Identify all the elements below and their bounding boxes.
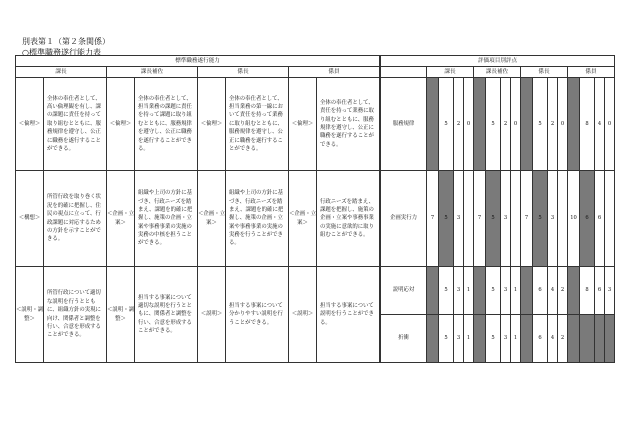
eval-item-label: 折衝 xyxy=(381,315,427,363)
eval-column-kakariin: 係員 xyxy=(568,67,615,78)
score-value: 5 xyxy=(486,171,501,267)
score-value: 0 xyxy=(464,78,474,171)
score-value: 5 xyxy=(439,267,454,315)
capability-header: 標準職務遂行能力 xyxy=(16,56,380,67)
score-bar xyxy=(427,267,439,315)
score-value: 1 xyxy=(464,267,474,315)
eval-item-label: 企画実行力 xyxy=(381,171,427,267)
score-value: 7 xyxy=(427,171,439,267)
cell-text: 担当する事案について分かりやすい説明を行うことができる。 xyxy=(226,267,289,363)
score-value: 4 xyxy=(595,78,605,171)
capability-table xyxy=(15,55,380,363)
score-value: 3 xyxy=(501,267,511,315)
score-value: 3 xyxy=(454,315,464,363)
score-bar xyxy=(521,78,533,171)
score-value: 1 xyxy=(511,267,521,315)
column-header-kakaricho: 係長 xyxy=(198,67,289,78)
score-value: 5 xyxy=(486,78,501,171)
score-bar xyxy=(474,267,486,315)
score-value: 6 xyxy=(595,171,605,267)
score-value: 8 xyxy=(580,78,595,171)
row-planning xyxy=(16,171,380,267)
cell-text: 組織や上司の方針に基づき、行政ニーズを踏まえ、課題を的確に把握し、施策の企画・立案や事務事業の実施の実務を行うことができる。 xyxy=(226,171,289,267)
score-bar xyxy=(521,315,533,363)
shaded-cell xyxy=(568,315,580,363)
score-value: 0 xyxy=(511,78,521,171)
cell-label: ＜説明＞ xyxy=(198,267,226,363)
cell-label: ＜説明＞ xyxy=(289,267,317,363)
score-value: 0 xyxy=(558,78,568,171)
score-value: 2 xyxy=(454,78,464,171)
cell-text: 全体の奉仕者として、担当業務の第一線において責任を持って業務に取り組むとともに、服務規律を遵守し、公正に職務を遂行することができる。 xyxy=(226,78,289,171)
item-header-blank xyxy=(381,67,427,78)
cell-label: ＜構想＞ xyxy=(16,171,44,267)
cell-text: 担当する事案について適切な説明を行うとともに、関係者と調整を行い、合意を形成することができる。 xyxy=(135,267,198,363)
score-value: 6 xyxy=(533,267,548,315)
column-header-kacho-hosa: 課長補佐 xyxy=(107,67,198,78)
score-value: 3 xyxy=(548,171,558,267)
cell-text: 全体の奉仕者として、担当業務の課題に責任を持って課題に取り組むとともに、服務規律を遵守し、公正に職務を遂行することができる。 xyxy=(135,78,198,171)
score-value: 3 xyxy=(605,267,615,315)
score-value: 2 xyxy=(558,315,568,363)
score-value: 5 xyxy=(439,171,454,267)
cell-label: ＜倫理＞ xyxy=(107,78,135,171)
cell-label: ＜倫理＞ xyxy=(16,78,44,171)
score-blank xyxy=(605,171,615,267)
cell-text: 担当する事案について説明を行うことができる。 xyxy=(317,267,380,363)
score-value: 1 xyxy=(464,315,474,363)
score-bar xyxy=(474,315,486,363)
score-value: 5 xyxy=(439,78,454,171)
row-ethics xyxy=(16,78,380,171)
score-value: 8 xyxy=(580,267,595,315)
score-value: 3 xyxy=(501,171,511,267)
score-value: 5 xyxy=(533,171,548,267)
eval-item-label: 説明応対 xyxy=(381,267,427,315)
eval-row-planning xyxy=(381,171,615,267)
cell-label: ＜企画・立案＞ xyxy=(289,171,317,267)
score-bar xyxy=(568,267,580,315)
cell-label: ＜企画・立案＞ xyxy=(107,171,135,267)
cell-label: ＜説明・調整＞ xyxy=(107,267,135,363)
row-explanation xyxy=(16,267,380,363)
evaluation-table xyxy=(380,55,615,363)
eval-column-kacho: 課長 xyxy=(427,67,474,78)
eval-column-kacho-hosa: 課長補佐 xyxy=(474,67,521,78)
score-value: 5 xyxy=(486,315,501,363)
cell-label: ＜倫理＞ xyxy=(289,78,317,171)
score-value: 5 xyxy=(486,267,501,315)
score-value: 4 xyxy=(548,315,558,363)
column-header-kacho: 課長 xyxy=(16,67,107,78)
score-bar xyxy=(427,315,439,363)
score-value: 10 xyxy=(568,171,580,267)
score-value: 2 xyxy=(501,78,511,171)
cell-text: 組織や上司の方針に基づき、行政ニーズを踏まえ、課題を的確に把握し、施策の企画・立案や事務事業の実施の実務の中核を担うことができる。 xyxy=(135,171,198,267)
score-blank xyxy=(511,171,521,267)
score-value: 7 xyxy=(521,171,533,267)
score-value: 5 xyxy=(533,78,548,171)
score-value: 4 xyxy=(548,267,558,315)
score-value: 3 xyxy=(501,315,511,363)
score-value: 6 xyxy=(533,315,548,363)
cell-label: ＜説明・調整＞ xyxy=(16,267,44,363)
score-bar xyxy=(474,78,486,171)
cell-text: 行政ニーズを踏まえ、課題を把握し、施策の企画・立案や事務事業の実施に意欲的に取り組むことができる。 xyxy=(317,171,380,267)
eval-row-explain xyxy=(381,267,615,315)
shaded-cell xyxy=(595,315,605,363)
eval-item-label: 服務規律 xyxy=(381,78,427,171)
eval-row-negotiation xyxy=(381,315,615,363)
score-value: 6 xyxy=(595,267,605,315)
score-value: 3 xyxy=(454,267,464,315)
table-title: ○標準職務遂行能力表 xyxy=(22,48,101,57)
score-value: 6 xyxy=(580,171,595,267)
score-bar xyxy=(521,267,533,315)
eval-row-discipline xyxy=(381,78,615,171)
shaded-cell xyxy=(605,315,615,363)
score-bar xyxy=(568,78,580,171)
cell-text: 全体の奉仕者として、責任を持って業務に取り組むとともに、服務規律を遵守し、公正に職務を遂行することができる。 xyxy=(317,78,380,171)
score-value: 3 xyxy=(454,171,464,267)
score-blank xyxy=(558,171,568,267)
score-value: 2 xyxy=(558,267,568,315)
evaluation-header: 評価項目別評点 xyxy=(381,56,615,67)
cell-label: ＜倫理＞ xyxy=(198,78,226,171)
score-value: 1 xyxy=(511,315,521,363)
eval-column-kakaricho: 係長 xyxy=(521,67,568,78)
score-bar xyxy=(427,78,439,171)
cell-text: 所管行政を取り巻く状況を的確に把握し、住民の視点に立って、行政課題に対応するための方針を示すことができる。 xyxy=(44,171,107,267)
score-value: 5 xyxy=(439,315,454,363)
appendix-title: 別表第１（第２条関係） xyxy=(22,37,110,46)
score-value: 2 xyxy=(548,78,558,171)
cell-text: 全体の奉仕者として、高い倫理観を有し、課の課題に責任を持って取り組むとともに、服務規律を遵守し、公正に職務を遂行することができる。 xyxy=(44,78,107,171)
cell-label: ＜企画・立案＞ xyxy=(198,171,226,267)
score-blank xyxy=(464,171,474,267)
cell-text: 所管行政について適切な説明を行うとともに、組織方針の実現に向け、関係者と調整を行い、合意を形成することができる。 xyxy=(44,267,107,363)
column-header-kakariin: 係員 xyxy=(289,67,380,78)
shaded-cell xyxy=(580,315,595,363)
score-value: 0 xyxy=(605,78,615,171)
score-value: 7 xyxy=(474,171,486,267)
